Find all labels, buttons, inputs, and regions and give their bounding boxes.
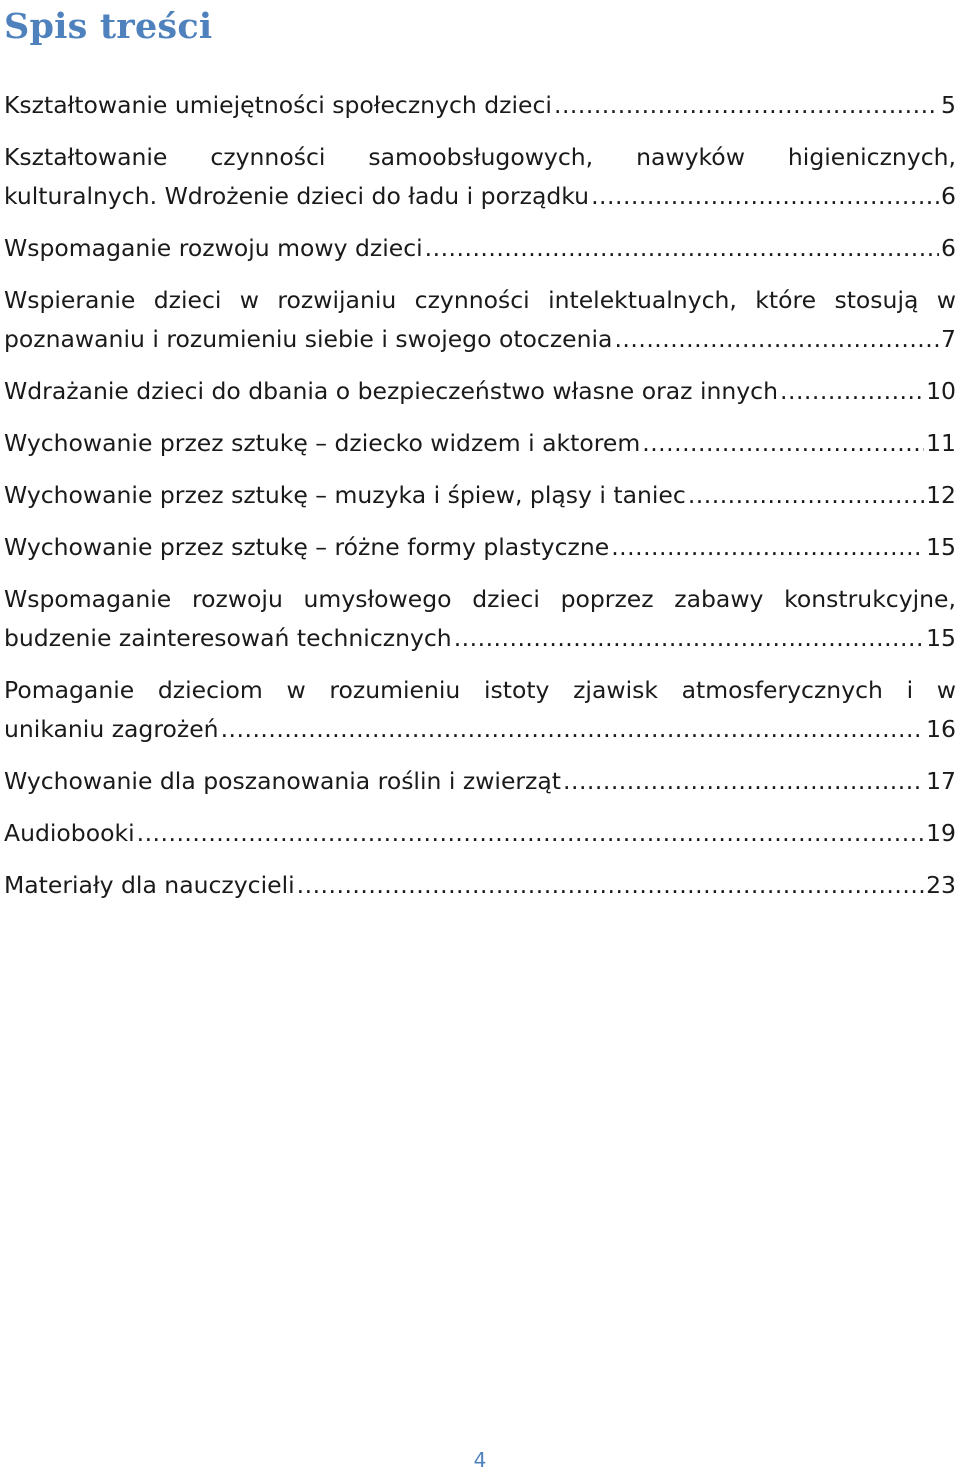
toc-entry-title: Materiały dla nauczycieli: [4, 871, 295, 899]
toc-entry[interactable]: [4, 372, 956, 411]
toc-dot-leader: [688, 476, 924, 515]
toc-line: [4, 866, 956, 905]
toc-entry-title-line-1: Kształtowanie czynności samoobsługowych, nawyków higienicznych,: [4, 143, 956, 171]
toc-entry-title: Audiobooki: [4, 819, 135, 847]
toc-page-number: 10: [926, 377, 956, 405]
toc-dot-leader: [780, 372, 924, 411]
toc-entry-title-line-2: poznawaniu i rozumieniu siebie i swojego otoczenia: [4, 325, 613, 353]
toc-dot-leader: [642, 424, 924, 463]
toc-line: [4, 229, 956, 268]
toc-line: [4, 424, 956, 463]
toc-page-number: 15: [926, 624, 956, 652]
toc-entry[interactable]: [4, 281, 956, 359]
toc-entry[interactable]: [4, 762, 956, 801]
toc-heading: Spis treści: [4, 6, 213, 47]
toc-dot-leader: [221, 710, 925, 749]
toc-entry[interactable]: [4, 424, 956, 463]
toc-entry[interactable]: [4, 671, 956, 749]
toc-entry-title: Wychowanie przez sztukę – różne formy plastyczne: [4, 533, 610, 561]
toc-page-number: 16: [926, 715, 956, 743]
toc-entry[interactable]: [4, 866, 956, 905]
toc-page-number: 5: [941, 91, 956, 119]
toc-line: [4, 814, 956, 853]
toc-page-number: 6: [941, 234, 956, 262]
toc-entry-title: Wspomaganie rozwoju mowy dzieci: [4, 234, 423, 262]
toc-dot-leader: [297, 866, 924, 905]
toc-entry-title-line-2: unikaniu zagrożeń: [4, 715, 219, 743]
toc-entry-title: Wdrażanie dzieci do dbania o bezpieczeństwo własne oraz innych: [4, 377, 778, 405]
toc-line: [4, 710, 956, 749]
toc-line: [4, 372, 956, 411]
toc-line: [4, 320, 956, 359]
toc-page-number: 12: [926, 481, 956, 509]
toc-dot-leader: [554, 86, 939, 125]
toc-page-number: 15: [926, 533, 956, 561]
table-of-contents: [4, 86, 956, 918]
toc-entry[interactable]: [4, 229, 956, 268]
toc-entry-title: Wychowanie dla poszanowania roślin i zwierząt: [4, 767, 562, 795]
toc-entry-title-line-1: Wspieranie dzieci w rozwijaniu czynności intelektualnych, które stosują w: [4, 286, 956, 314]
toc-entry-title: Wychowanie przez sztukę – dziecko widzem i aktorem: [4, 429, 641, 457]
toc-dot-leader: [614, 320, 939, 359]
toc-dot-leader: [454, 619, 924, 658]
toc-entry[interactable]: [4, 476, 956, 515]
toc-line: [4, 762, 956, 801]
toc-page-number: 19: [926, 819, 956, 847]
toc-line: [4, 476, 956, 515]
toc-entry[interactable]: [4, 814, 956, 853]
toc-entry[interactable]: [4, 138, 956, 216]
toc-page-number: 17: [926, 767, 956, 795]
toc-entry[interactable]: [4, 528, 956, 567]
toc-dot-leader: [563, 762, 924, 801]
toc-entry[interactable]: [4, 86, 956, 125]
toc-entry-title-line-1: Wspomaganie rozwoju umysłowego dzieci poprzez zabawy konstrukcyjne,: [4, 585, 956, 613]
toc-entry-title: Wychowanie przez sztukę – muzyka i śpiew, pląsy i taniec: [4, 481, 686, 509]
toc-dot-leader: [591, 177, 939, 216]
toc-entry-title-line-2: kulturalnych. Wdrożenie dzieci do ładu i porządku: [4, 182, 590, 210]
toc-line: [4, 528, 956, 567]
toc-line: [4, 177, 956, 216]
toc-entry-title: Kształtowanie umiejętności społecznych dzieci: [4, 91, 552, 119]
toc-page-number: 23: [926, 871, 956, 899]
toc-line: [4, 619, 956, 658]
toc-page-number: 11: [926, 429, 956, 457]
toc-page-number: 6: [941, 182, 956, 210]
toc-entry-title-line-2: budzenie zainteresowań technicznych: [4, 624, 452, 652]
toc-dot-leader: [137, 814, 924, 853]
page-number: 4: [473, 1448, 487, 1472]
toc-page-number: 7: [941, 325, 956, 353]
toc-dot-leader: [425, 229, 939, 268]
toc-dot-leader: [611, 528, 924, 567]
toc-entry[interactable]: [4, 580, 956, 658]
toc-entry-title-line-1: Pomaganie dzieciom w rozumieniu istoty zjawisk atmosferycznych i w: [4, 676, 956, 704]
toc-line: [4, 86, 956, 125]
